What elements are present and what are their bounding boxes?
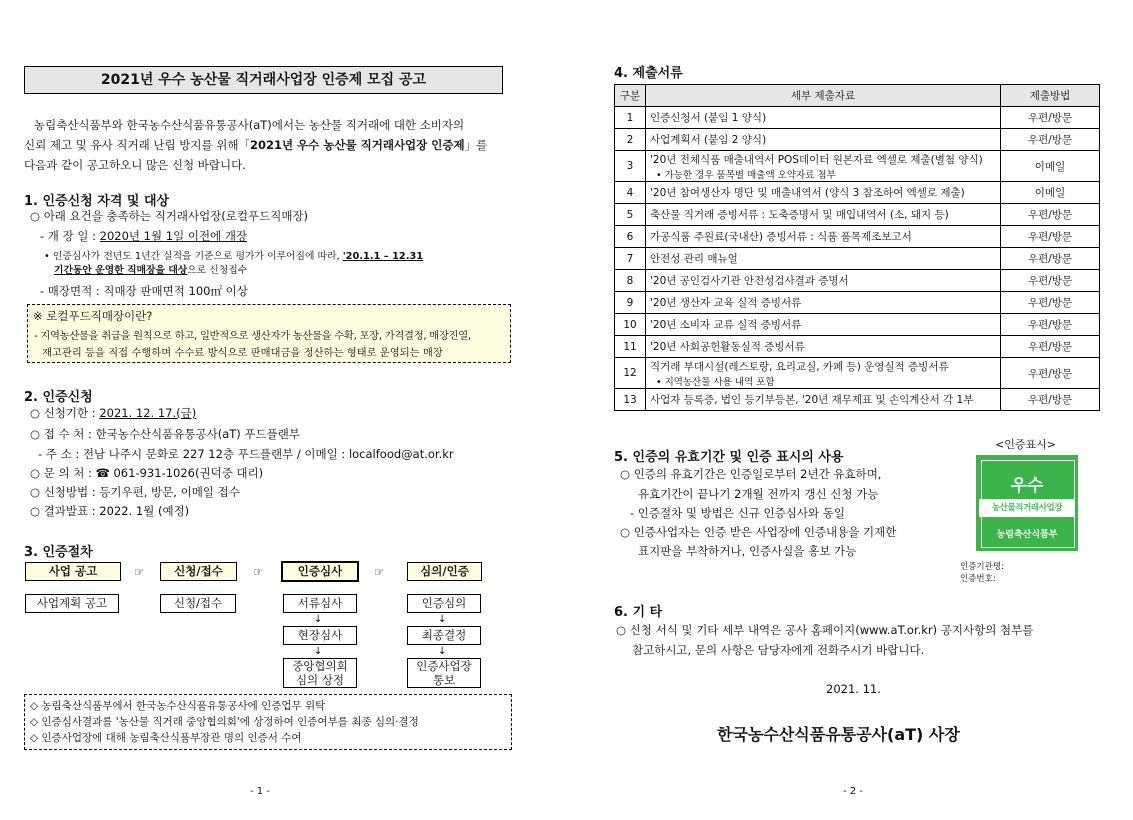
col-header-no: 구분 (615, 85, 646, 107)
col-header-doc: 세부 제출자료 (646, 85, 1001, 107)
arrow-down-icon: ↓ (438, 646, 447, 657)
s1-note (44, 250, 423, 278)
table-row (615, 292, 1100, 314)
procedure-note: ◇ 인증심사결과를 '농산물 직거래 중앙협의회'에 상정하여 인증여부를 최종 심의·결정 (30, 716, 419, 728)
table-header-row (615, 85, 1100, 107)
cell-no: 3 (615, 151, 646, 182)
pointer-icon: ☞ (374, 565, 385, 579)
table-row (615, 336, 1100, 358)
cell-doc-text: '20년 공인검사기관 안전성검사결과 증명서 (650, 275, 849, 287)
mark-middle-text: 농산물직거래사업장 (979, 499, 1075, 517)
cell-no: 8 (615, 270, 646, 292)
cell-doc-text: '20년 생산자 교육 실적 증빙서류 (650, 297, 802, 309)
table-row (615, 248, 1100, 270)
cell-doc (646, 226, 1001, 248)
cell-doc-text: 사업계획서 (붙임 2 양식) (650, 134, 767, 146)
cell-no: 9 (615, 292, 646, 314)
localfood-definition-box (27, 304, 511, 363)
cell-doc (646, 107, 1001, 129)
table-row (615, 314, 1100, 336)
intro-paragraph (24, 115, 506, 175)
cell-doc-text: '20년 소비자 교류 실적 증빙서류 (650, 319, 802, 331)
s5-line-2: 유효기간이 끝나기 2개월 전까지 갱신 신청 가능 (638, 487, 879, 501)
cell-doc-text: 가공식품 주원료(국내산) 증빙서류 : 식품 품목제조보고서 (650, 231, 912, 243)
pointer-icon: ☞ (253, 565, 264, 579)
cell-method: 우편/방문 (1001, 270, 1100, 292)
cell-doc-sub: • 가능한 경우 품목별 매출액 오약자료 첨부 (656, 169, 836, 181)
page-title: 2021년 우수 농산물 직거래사업장 인증제 모집 공고 (24, 66, 503, 94)
s5-line-1: ○ 인증의 유효기간은 인증일로부터 2년간 유효하며, (620, 467, 882, 481)
cell-doc (646, 292, 1001, 314)
s1-item: ○ 아래 요건을 충족하는 직거래사업장(로컬푸드직매장) (30, 209, 309, 223)
s1-note-line-1 (44, 250, 423, 264)
procedure-notes-box (24, 694, 512, 750)
box-line-1: - 지역농산물을 취급을 원칙으로 하고, 일반적으로 생산자가 농산물을 수확, 포장, 가격결정, 매장진열, (34, 330, 471, 342)
notice-date: 2021. 11. (826, 682, 881, 696)
procedure-note: ◇ 농림축산식품부에서 한국농수산식품유통공사에 인증업무 위탁 (30, 700, 326, 712)
arrow-down-icon: ↓ (314, 646, 323, 657)
s2-receiver: ○ 접 수 처 : 한국농수산식품유통공사(aT) 푸드플랜부 (30, 427, 300, 441)
flow-col2-box: 신청/접수 (160, 594, 236, 613)
cell-doc (646, 248, 1001, 270)
table-row (615, 107, 1100, 129)
flow-step-4: 심의/인증 (407, 562, 482, 581)
flow-col4-line-2: 통보 (432, 673, 456, 687)
mark-org-label: 인증기관명: (960, 562, 1004, 572)
procedure-note: ◇ 인증사업장에 대해 농림축산식품부장관 명의 인증서 수여 (30, 732, 302, 744)
cell-doc (646, 389, 1001, 411)
cell-doc-text: '20년 사회공헌활동실적 증빙서류 (650, 341, 805, 353)
flow-col4-line-1: 인증사업장 (416, 659, 472, 673)
table-row (615, 226, 1100, 248)
documents-table (614, 84, 1100, 411)
intro-program-name: 2021년 우수 농산물 직거래사업장 인증제 (249, 138, 465, 152)
intro-line-2 (24, 135, 506, 155)
section-3-heading: 3. 인증절차 (24, 545, 93, 560)
cell-doc (646, 336, 1001, 358)
cell-doc (646, 204, 1001, 226)
cell-method: 우편/방문 (1001, 248, 1100, 270)
page-number-1: - 1 - (250, 786, 270, 797)
mark-no-label: 인증번호: (960, 574, 996, 584)
flow-col3-box-final (283, 658, 357, 688)
cell-no: 1 (615, 107, 646, 129)
cell-doc-sub: • 지역농산물 사용 내역 포함 (656, 376, 775, 388)
cell-doc (646, 129, 1001, 151)
s1-note-post: 으로 신청접수 (187, 265, 248, 276)
cell-no: 2 (615, 129, 646, 151)
cell-method: 이메일 (1001, 182, 1100, 204)
cell-method: 이메일 (1001, 151, 1100, 182)
mark-caption: <인증표시> (995, 438, 1056, 451)
flow-step-2: 신청/접수 (160, 562, 237, 581)
pointer-icon: ☞ (134, 565, 145, 579)
cell-doc-text: '20년 전체식품 매출내역서 POS데이터 원본자료 엑셀로 제출(별첨 양식) (650, 153, 983, 166)
box-title: ※ 로컬푸드직매장이란? (33, 309, 153, 323)
table-row (615, 270, 1100, 292)
s2-address: - 주 소 : 전남 나주시 문화로 227 12층 푸드플랜부 / 이메일 : localfood@at.or.kr (38, 447, 454, 461)
arrow-down-icon: ↓ (314, 614, 323, 625)
s5-line-3: - 인증절차 및 방법은 신규 인증심사와 동일 (630, 506, 845, 520)
s1-area: - 매장면적 : 직매장 판매면적 100㎡ 이상 (40, 284, 248, 298)
box-line-2: 재고관리 등을 직접 수행하며 수수료 방식으로 판매대금을 정산하는 형태로 운영되는 매장 (42, 347, 443, 359)
cell-doc-text: 인증신청서 (붙임 1 양식) (650, 112, 767, 124)
table-row (615, 389, 1100, 411)
section-5-heading: 5. 인증의 유효기간 및 인증 표시의 사용 (614, 450, 844, 465)
flow-col3-line-1: 중앙협의회 (292, 659, 348, 673)
cell-doc-text: '20년 참여생산자 명단 및 매출내역서 (양식 3 참조하여 엑셀로 제출) (650, 187, 965, 199)
table-row (615, 182, 1100, 204)
flow-col4-box: 인증심의 (407, 594, 481, 613)
flow-col3-line-2: 심의 상정 (295, 673, 345, 687)
s2-contact: ○ 문 의 처 : ☎ 061-931-1026(권덕중 대리) (30, 466, 264, 480)
s1-note-pre: • 인증심사가 전년도 1년간 실적을 기준으로 평가가 이루어짐에 따라, (44, 251, 343, 262)
cell-no: 6 (615, 226, 646, 248)
procedure-notes (30, 698, 419, 746)
s1-note-period: '20.1.1 – 12.31 (342, 251, 424, 262)
cell-no: 12 (615, 358, 646, 389)
cell-method: 우편/방문 (1001, 204, 1100, 226)
s2-method: ○ 신청방법 : 등기우편, 방문, 이메일 접수 (30, 485, 240, 499)
flow-col4-box-final (407, 658, 481, 688)
cell-doc (646, 182, 1001, 204)
intro-line-2-pre: 신뢰 제고 및 유사 직거래 난립 방지를 위해「 (24, 138, 250, 152)
cell-doc-text: 안전성 관리 매뉴얼 (650, 253, 738, 265)
cell-doc-text: 사업자 등록증, 법인 등기부등본, '20년 재무제표 및 손익계산서 각 1부 (650, 394, 974, 406)
s6-line-1: ○ 신청 서식 및 기타 세부 내역은 공사 홈페이지(www.aT.or.kr) 공지사항의 첨부를 (616, 623, 1034, 637)
cell-method: 우편/방문 (1001, 129, 1100, 151)
cell-doc-text: 축산물 직거래 증빙서류 : 도축증명서 및 매입내역서 (소, 돼지 등) (650, 209, 949, 221)
intro-line-2-post: 」를 (464, 138, 488, 152)
signature: 한국농수산식품유통공사(aT) 사장 (717, 725, 960, 744)
cell-method: 우편/방문 (1001, 336, 1100, 358)
section-1-heading: 1. 인증신청 자격 및 대상 (24, 194, 170, 209)
s1-note-target: 기간동안 운영한 직매장을 대상 (54, 265, 188, 276)
section-4-heading: 4. 제출서류 (614, 66, 683, 81)
cell-doc-text: 직거래 부대시설(레스토랑, 요리교실, 카페 등) 운영실적 증빙서류 (650, 360, 949, 373)
s2-result: ○ 결과발표 : 2022. 1월 (예정) (30, 504, 190, 518)
cell-doc (646, 314, 1001, 336)
cell-method: 우편/방문 (1001, 226, 1100, 248)
certification-mark (976, 455, 1078, 551)
cell-method: 우편/방문 (1001, 292, 1100, 314)
intro-line-3: 다음과 같이 공고하오니 많은 신청 바랍니다. (24, 158, 246, 172)
s1-note-line-2 (44, 264, 423, 278)
s1-open-date (40, 229, 247, 243)
arrow-down-icon: ↓ (438, 614, 447, 625)
cell-method: 우편/방문 (1001, 314, 1100, 336)
cell-doc (646, 151, 1001, 182)
s2-period-value: 2021. 12. 17.(금) (99, 406, 197, 420)
flow-step-3: 인증심사 (281, 561, 359, 582)
cell-no: 11 (615, 336, 646, 358)
s5-line-4: ○ 인증사업자는 인증 받은 사업장에 인증내용을 기재한 (620, 525, 897, 539)
flow-col1-box: 사업계획 공고 (25, 594, 119, 613)
cell-no: 10 (615, 314, 646, 336)
cell-method: 우편/방문 (1001, 107, 1100, 129)
section-6-heading: 6. 기 타 (614, 605, 663, 620)
cell-doc (646, 270, 1001, 292)
table-row (615, 129, 1100, 151)
cell-no: 4 (615, 182, 646, 204)
s5-line-5: 표지판을 부착하거나, 인증사실을 홍보 가능 (638, 544, 857, 558)
flow-col4-box: 최종결정 (407, 626, 481, 645)
s6-line-2: 참고하시고, 문의 사항은 담당자에게 전화주시기 바랍니다. (632, 643, 925, 657)
cell-no: 5 (615, 204, 646, 226)
cell-method: 우편/방문 (1001, 358, 1100, 389)
section-2-heading: 2. 인증신청 (24, 390, 93, 405)
cell-no: 7 (615, 248, 646, 270)
cell-doc (646, 358, 1001, 389)
cell-method: 우편/방문 (1001, 389, 1100, 411)
flow-col3-box: 현장심사 (283, 626, 357, 645)
cell-no: 13 (615, 389, 646, 411)
s1-open-label: - 개 장 일 : (40, 229, 100, 243)
flow-col3-box: 서류심사 (283, 594, 357, 613)
s2-period-label: ○ 신청기한 : (30, 406, 100, 420)
intro-line-1: 농림축산식품부와 한국농수산식품유통공사(aT)에서는 농산물 직거래에 대한 소비자의 (34, 118, 465, 132)
s1-open-value: 2020년 1월 1일 이전에 개장 (99, 229, 248, 243)
mark-bottom-text: 농림축산식품부 (996, 530, 1058, 540)
flow-step-1: 사업 공고 (25, 562, 121, 581)
table-row (615, 151, 1100, 182)
page-number-2: - 2 - (843, 786, 863, 797)
table-row (615, 358, 1100, 389)
table-row (615, 204, 1100, 226)
col-header-method: 제출방법 (1001, 85, 1100, 107)
mark-top-text: 우수 (1010, 476, 1044, 496)
s2-period (30, 406, 196, 420)
mark-labels (960, 561, 1004, 585)
